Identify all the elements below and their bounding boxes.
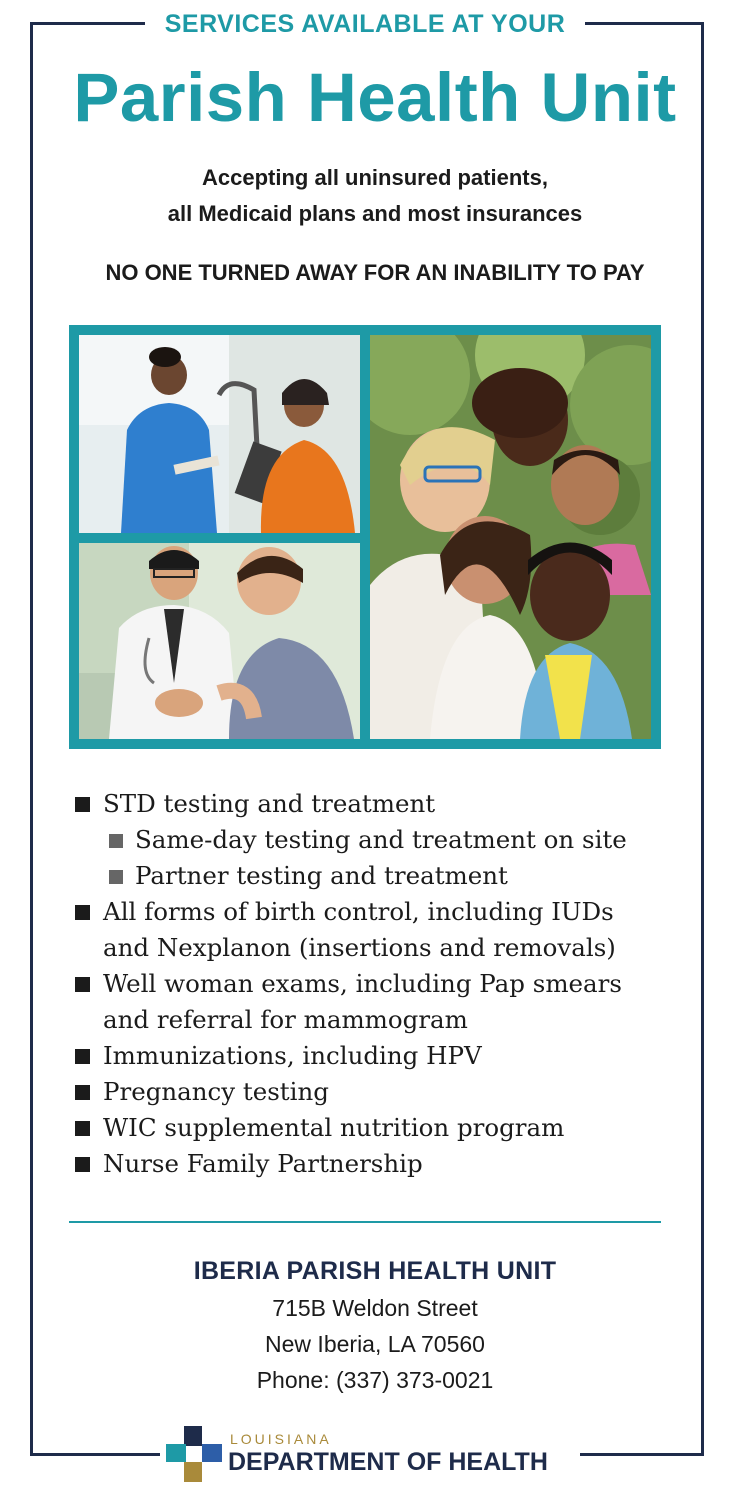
service-subitem-partner — [74, 858, 694, 894]
service-text: WIC supplemental nutrition program — [103, 1113, 565, 1142]
service-text: Pregnancy testing — [103, 1077, 329, 1106]
bullet-square-icon — [75, 977, 90, 992]
service-item-birth-control-cont — [74, 930, 694, 966]
service-text: Partner testing and treatment — [135, 861, 508, 890]
health-unit-name: IBERIA PARISH HEALTH UNIT — [193, 1257, 557, 1285]
city-state-zip: New Iberia, LA 70560 — [265, 1331, 485, 1357]
bullet-square-icon — [75, 797, 90, 812]
service-item-well-woman — [74, 966, 694, 1002]
bullet-square-icon — [75, 1121, 90, 1136]
bullet-square-icon — [75, 905, 90, 920]
service-item-pregnancy — [74, 1074, 694, 1110]
service-text: Nurse Family Partnership — [103, 1149, 423, 1178]
service-item-well-woman-cont — [74, 1002, 694, 1038]
bullet-square-icon — [75, 1085, 90, 1100]
department-logo — [160, 1422, 580, 1484]
insurance-note — [0, 160, 750, 232]
service-item-wic — [74, 1110, 694, 1146]
contact-block — [0, 1252, 750, 1398]
top-heading: SERVICES AVAILABLE AT YOUR — [145, 6, 585, 42]
service-subitem-same-day — [74, 822, 694, 858]
phone-number: Phone: (337) 373-0021 — [256, 1367, 494, 1393]
service-text: Same-day testing and treatment on site — [135, 825, 627, 854]
bullet-square-icon — [75, 1157, 90, 1172]
photo-nurse-patient — [79, 335, 360, 533]
service-item-birth-control — [74, 894, 694, 930]
photo-family — [370, 335, 651, 739]
bullet-square-icon — [109, 834, 123, 848]
bullet-square-icon — [109, 870, 123, 884]
service-text: Well woman exams, including Pap smears — [103, 969, 622, 998]
service-text: STD testing and treatment — [103, 789, 436, 818]
service-item-std-testing — [74, 786, 694, 822]
logo-state-text: LOUISIANA — [230, 1431, 332, 1447]
logo-department-text: DEPARTMENT OF HEALTH — [228, 1448, 548, 1476]
service-item-immunizations — [74, 1038, 694, 1074]
service-text: and Nexplanon (insertions and removals) — [103, 933, 616, 962]
page-title: Parish Health Unit — [73, 59, 677, 136]
service-text: and referral for mammogram — [103, 1005, 468, 1034]
section-divider — [69, 1221, 661, 1223]
insurance-note-line-2: all Medicaid plans and most insurances — [167, 201, 583, 226]
service-text: All forms of birth control, including IUDs — [103, 897, 614, 926]
payment-notice: NO ONE TURNED AWAY FOR AN INABILITY TO PAY — [105, 260, 645, 285]
services-list — [74, 786, 694, 1182]
cross-logo-icon — [166, 1426, 222, 1482]
photo-doctor-child — [79, 543, 360, 739]
bullet-square-icon — [75, 1049, 90, 1064]
insurance-note-line-1: Accepting all uninsured patients, — [202, 165, 548, 190]
street-address: 715B Weldon Street — [272, 1295, 478, 1321]
photo-collage — [69, 325, 661, 749]
service-item-nurse-family — [74, 1146, 694, 1182]
service-text: Immunizations, including HPV — [103, 1041, 482, 1070]
